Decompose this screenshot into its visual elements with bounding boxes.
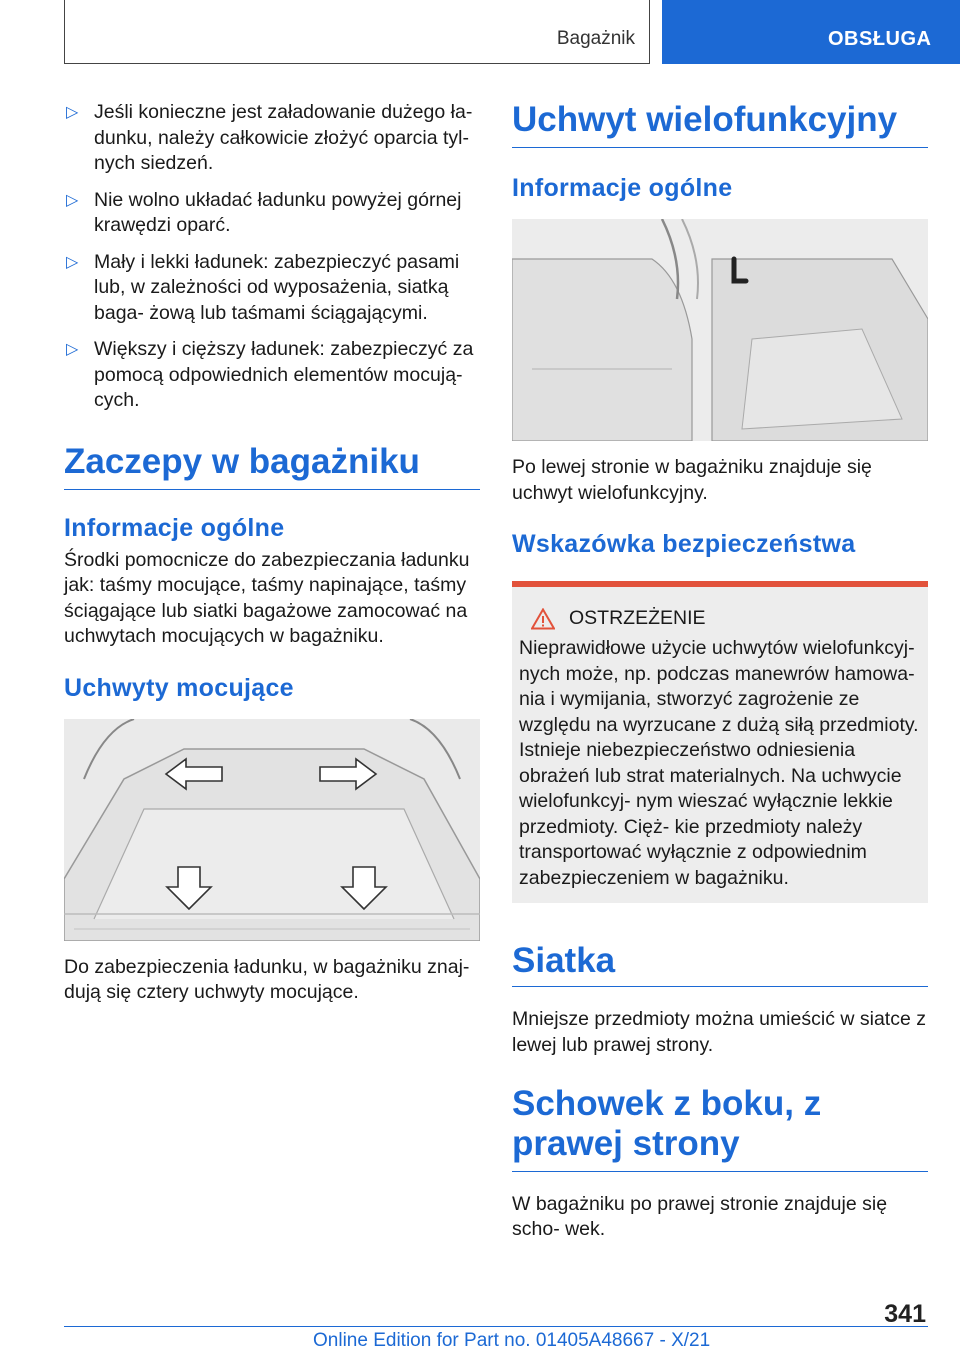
heading-net: Siatka: [512, 941, 928, 987]
trunk-anchors-image: [64, 719, 480, 941]
left-column: [64, 100, 480, 1006]
heading-tie-downs: Zaczepy w bagażniku: [64, 442, 480, 490]
net-text: Mniejsze przedmioty można umieścić w siatce z lewej lub prawej strony.: [512, 1008, 926, 1056]
warning-text: Nieprawidłowe użycie uchwytów wielofunkcyj‐ nych może, np. podczas manewrów hamowa‐ nia i wymijania, stworzyć zagrożenie ze względu na wyrzucane z dużą siłą przedmioty. Istnieje niebezpieczeństwo odniesienia obrażeń lub strat materialnych. Na uchwycie wielofunkcyj‐ nym wieszać wyłącznie lekkie przedmioty. Cięż‐ kie przedmioty należy transportować wyłącznie z odpowiednim zabezpieczeniem w bagażniku.: [519, 637, 919, 889]
anchors-caption: Do zabezpieczenia ładunku, w bagażniku znaj‐ dują się cztery uchwyty mocujące.: [64, 955, 470, 1004]
chapter-title: OBSŁUGA: [828, 28, 932, 50]
header-section-box: [64, 0, 650, 64]
triangle-bullet-icon: ▷: [66, 253, 79, 271]
triangle-bullet-icon: ▷: [66, 341, 79, 358]
heading-multifunction-hook: Uchwyt wielofunkcyjny: [512, 100, 928, 148]
footer-divider: [64, 1326, 928, 1327]
section-title: Bagażnik: [556, 28, 635, 49]
hook-info-text: Po lewej stronie w bagażniku znajduje się uchwyt wielofunkcyjny.: [512, 456, 872, 504]
general-info-text: Środki pomocnicze do zabezpieczania ładunku jak: taśmy mocujące, taśmy napinające, taśmy ściągające lub siatki bagażowe zamocować na uchwytach mocujących w bagażniku.: [64, 548, 470, 648]
page-number: 341: [884, 1300, 926, 1328]
edition-footer: Online Edition for Part no. 01405A48667 - X/21: [313, 1330, 711, 1351]
list-item: ▷ Mały i lekki ładunek: zabezpieczyć pasami lub, w zależności od wyposażenia, siatką baga‐ żową lub taśmami ściągającymi.: [66, 250, 460, 324]
triangle-bullet-icon: ▷: [66, 191, 79, 209]
heading-right-storage: Schowek z boku, z prawej strony: [512, 1084, 928, 1171]
warning-title: OSTRZEŻENIE: [569, 607, 706, 630]
list-item: ▷ Nie wolno układać ładunku powyżej górnej krawędzi oparć.: [66, 188, 462, 236]
heading-general-info-right: Informacje ogólne: [512, 174, 733, 203]
warning-triangle-icon: [531, 608, 555, 630]
right-column: [512, 100, 928, 1243]
storage-text: W bagażniku po prawej stronie znajduje się scho‐ wek.: [512, 1192, 888, 1241]
list-item: ▷ Większy i cięższy ładunek: zabezpieczyć za pomocą odpowiednich elementów mocują‐ cych.: [66, 338, 474, 411]
triangle-bullet-icon: ▷: [66, 104, 79, 121]
heading-general-info: Informacje ogólne: [64, 513, 285, 542]
chapter-tab: [662, 0, 960, 64]
warning-box: [512, 581, 928, 903]
loading-tips-list: [64, 100, 480, 414]
heading-tie-down-anchors: Uchwyty mocujące: [64, 673, 294, 702]
multifunction-hook-image: [512, 219, 928, 441]
list-item: ▷ Jeśli konieczne jest załadowanie dużego ła‐ dunku, należy całkowicie złożyć oparcia tyl‐ nych siedzeń.: [66, 101, 473, 174]
heading-safety-note: Wskazówka bezpieczeństwa: [512, 530, 856, 559]
